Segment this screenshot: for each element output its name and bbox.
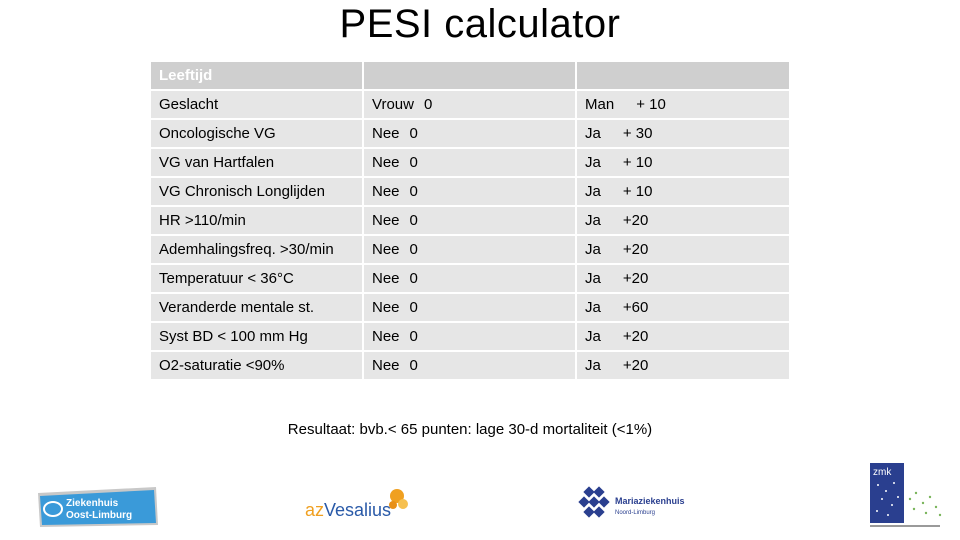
points-value: 0: [409, 299, 418, 316]
option-no-cell: [364, 323, 577, 352]
criterion-cell: [151, 207, 364, 236]
result-text: Resultaat: bvb.< 65 punten: lage 30-d mortaliteit (<1%): [287, 421, 653, 438]
points-value: 0: [409, 125, 418, 142]
table-row: [151, 294, 791, 323]
points-value: 0: [409, 212, 418, 229]
option-label: Nee: [372, 125, 400, 142]
option-label: Vrouw: [372, 96, 414, 113]
svg-text:Noord-Limburg: Noord-Limburg: [615, 510, 656, 516]
option-no-cell: [364, 207, 577, 236]
option-label: Nee: [372, 328, 400, 345]
option-yes-cell: [577, 178, 791, 207]
points-value: + 10: [622, 154, 653, 171]
criterion-cell: [151, 178, 364, 207]
svg-text:azVesalius: azVesalius: [305, 500, 392, 520]
option-yes-cell: [577, 265, 791, 294]
option-no-cell: [364, 178, 577, 207]
criterion-label: VG Chronisch Longlijden: [159, 183, 325, 200]
option-yes-cell: [577, 236, 791, 265]
option-no-cell: [364, 149, 577, 178]
criterion-label: Temperatuur < 36°C: [159, 270, 294, 287]
points-value: 0: [409, 154, 418, 171]
points-value: +20: [622, 357, 649, 374]
table-row: [151, 178, 791, 207]
table-row: [151, 149, 791, 178]
points-value: +20: [622, 328, 649, 345]
criterion-cell: [151, 352, 364, 381]
option-label: Nee: [372, 154, 400, 171]
svg-text:zmk: zmk: [873, 467, 892, 478]
criterion-label: Ademhalingsfreq. >30/min: [159, 241, 334, 258]
az-vesalius-logo: [305, 486, 415, 524]
mariaziekenhuis-logo: [577, 486, 697, 524]
table-header-row: [151, 62, 791, 91]
option-yes-cell: [577, 323, 791, 352]
option-label: Ja: [585, 357, 601, 374]
option-label: Nee: [372, 299, 400, 316]
option-label: Nee: [372, 212, 400, 229]
option-yes-cell: [577, 120, 791, 149]
option-no-cell: [364, 91, 577, 120]
svg-text:Ziekenhuis: Ziekenhuis: [66, 498, 119, 509]
option-label: Ja: [585, 241, 601, 258]
points-value: 0: [409, 270, 418, 287]
points-value: 0: [409, 357, 418, 374]
option-label: Ja: [585, 125, 601, 142]
svg-text:Oost-Limburg: Oost-Limburg: [66, 510, 133, 521]
option-yes-cell: [577, 294, 791, 323]
criterion-label: Syst BD < 100 mm Hg: [159, 328, 308, 345]
criterion-cell: [151, 294, 364, 323]
option-label: Ja: [585, 270, 601, 287]
option-label: Nee: [372, 357, 400, 374]
option-yes-cell: [577, 91, 791, 120]
points-value: 0: [423, 96, 433, 113]
svg-text:Mariaziekenhuis: Mariaziekenhuis: [615, 496, 685, 506]
option-yes-cell: [577, 207, 791, 236]
table-row: [151, 323, 791, 352]
table-row: [151, 265, 791, 294]
option-label: Ja: [585, 328, 601, 345]
criterion-cell: [151, 149, 364, 178]
criterion-cell: [151, 120, 364, 149]
option-no-cell: [364, 120, 577, 149]
points-value: +60: [622, 299, 649, 316]
criterion-label: Oncologische VG: [159, 125, 276, 142]
option-label: Ja: [585, 212, 601, 229]
zmk-logo: [868, 463, 944, 529]
option-label: Nee: [372, 183, 400, 200]
table-row: [151, 120, 791, 149]
option-no-cell: [364, 294, 577, 323]
header-cell-age: Leeftijd: [151, 62, 364, 91]
table-row: [151, 352, 791, 381]
points-value: 0: [409, 328, 418, 345]
criterion-cell: [151, 91, 364, 120]
points-value: +20: [622, 212, 649, 229]
option-no-cell: [364, 265, 577, 294]
page-title: PESI calculator: [339, 2, 621, 46]
option-label: Nee: [372, 270, 400, 287]
criterion-label: Veranderde mentale st.: [159, 299, 315, 316]
points-value: +20: [622, 270, 649, 287]
criterion-cell: [151, 323, 364, 352]
table-row: [151, 236, 791, 265]
criterion-label: VG van Hartfalen: [159, 154, 275, 171]
criterion-label: Geslacht: [159, 96, 219, 113]
points-value: 0: [409, 241, 418, 258]
option-label: Man: [585, 96, 615, 113]
option-yes-cell: [577, 352, 791, 381]
option-yes-cell: [577, 149, 791, 178]
header-cell-empty: [364, 62, 577, 91]
criterion-label: O2-saturatie <90%: [159, 357, 285, 374]
criterion-cell: [151, 265, 364, 294]
table-row: [151, 91, 791, 120]
pesi-table: [151, 62, 791, 381]
header-cell-empty: [577, 62, 791, 91]
table-row: [151, 207, 791, 236]
points-value: + 30: [622, 125, 653, 142]
ziekenhuis-oost-limburg-logo: [38, 487, 158, 527]
criterion-label: HR >110/min: [159, 212, 246, 229]
criterion-cell: [151, 236, 364, 265]
option-label: Ja: [585, 299, 601, 316]
points-value: + 10: [622, 183, 653, 200]
option-label: Nee: [372, 241, 400, 258]
option-label: Ja: [585, 154, 601, 171]
points-value: 0: [409, 183, 418, 200]
option-label: Ja: [585, 183, 601, 200]
points-value: +20: [622, 241, 649, 258]
option-no-cell: [364, 236, 577, 265]
points-value: + 10: [636, 96, 666, 113]
option-no-cell: [364, 352, 577, 381]
